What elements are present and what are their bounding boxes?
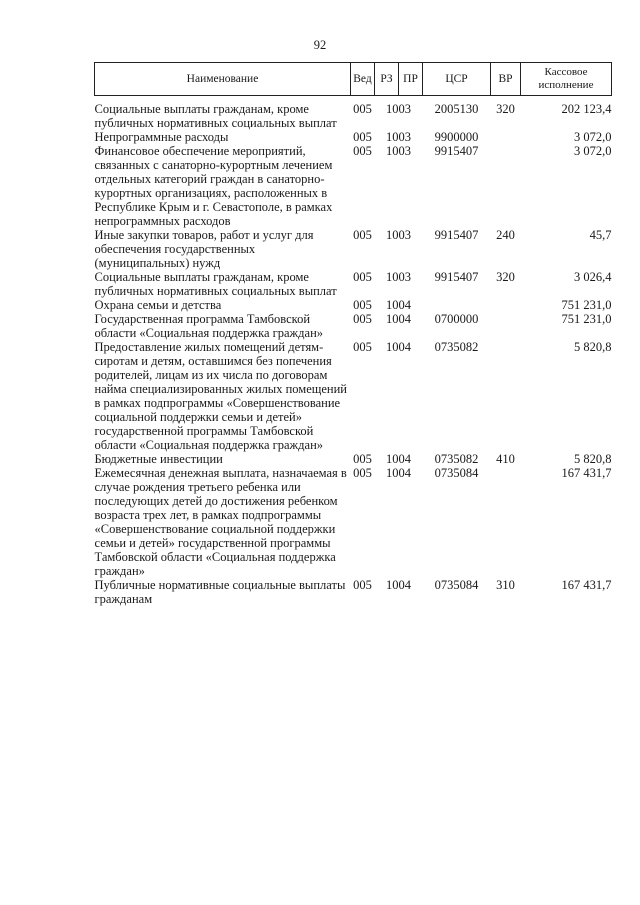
row-rz: 10 [386, 312, 399, 326]
row-vr: 310 [496, 578, 515, 592]
row-rz: 10 [386, 340, 399, 354]
row-name: Бюджетные инвестиции [94, 452, 223, 466]
row-csr: 2005130 [434, 102, 479, 116]
row-amount: 751 231,0 [561, 298, 612, 312]
row-rz: 10 [386, 270, 399, 284]
row-rz: 10 [386, 144, 399, 158]
row-amount: 3 072,0 [574, 130, 612, 144]
table-row [95, 298, 612, 312]
table-row [95, 102, 612, 130]
row-rz: 10 [386, 130, 399, 144]
header-rz: РЗ [375, 63, 399, 96]
row-ved: 005 [353, 312, 372, 326]
row-ved: 005 [353, 228, 372, 242]
row-csr: 9915407 [434, 270, 479, 284]
row-ved: 005 [353, 340, 372, 354]
row-csr: 9915407 [434, 144, 479, 158]
row-pr: 03 [398, 270, 411, 284]
row-vr: 240 [496, 228, 515, 242]
row-pr: 03 [398, 228, 411, 242]
table-row [95, 578, 612, 606]
row-pr: 04 [398, 340, 411, 354]
table-row [95, 228, 612, 270]
budget-table [94, 62, 612, 606]
table-row [95, 270, 612, 298]
page-number: 92 [313, 38, 327, 52]
row-csr: 0700000 [434, 312, 479, 326]
row-amount: 202 123,4 [561, 102, 612, 116]
row-pr: 03 [398, 130, 411, 144]
row-pr: 03 [398, 102, 411, 116]
row-amount: 3 072,0 [574, 144, 612, 158]
row-rz: 10 [386, 298, 399, 312]
row-ved: 005 [353, 578, 372, 592]
row-rz: 10 [386, 228, 399, 242]
row-amount: 3 026,4 [574, 270, 612, 284]
row-vr [491, 298, 521, 312]
row-amount: 5 820,8 [574, 452, 612, 466]
row-vr: 320 [496, 102, 515, 116]
row-pr: 04 [398, 452, 411, 466]
row-amount: 5 820,8 [574, 340, 612, 354]
row-csr: 0735082 [434, 452, 479, 466]
row-vr: 410 [496, 452, 515, 466]
row-pr: 03 [398, 144, 411, 158]
row-ved: 005 [353, 298, 372, 312]
row-amount: 167 431,7 [561, 578, 612, 592]
row-name: Социальные выплаты гражданам, кроме публичных нормативных социальных выплат [94, 270, 337, 298]
row-name: Публичные нормативные социальные выплаты гражданам [94, 578, 346, 606]
row-amount: 751 231,0 [561, 312, 612, 326]
row-csr: 0735084 [434, 578, 479, 592]
row-rz: 10 [386, 578, 399, 592]
row-name: Предоставление жилых помещений детям-сиротам и детям, оставшимся без попечения родителей, лицам из их числа по договорам найма специализированных жилых помещений в рамках подпрограммы «Совершенствование социальной поддержки семьи и детей» государственной программы Тамбовской области «Социальная поддержка граждан» [94, 340, 347, 452]
table-row [95, 312, 612, 340]
row-pr: 04 [398, 312, 411, 326]
row-name: Непрограммные расходы [94, 130, 229, 144]
row-rz: 10 [386, 452, 399, 466]
row-vr [491, 340, 521, 452]
row-ved: 005 [353, 102, 372, 116]
row-vr [491, 466, 521, 578]
row-name: Социальные выплаты гражданам, кроме публичных нормативных социальных выплат [94, 102, 337, 130]
header-kassa-line2: исполнение [538, 79, 594, 91]
row-vr [491, 144, 521, 228]
row-ved: 005 [353, 270, 372, 284]
table-row [95, 452, 612, 466]
row-vr [491, 312, 521, 340]
header-name: Наименование [95, 63, 351, 96]
row-name: Иные закупки товаров, работ и услуг для обеспечения государственных (муниципальных) нужд [94, 228, 314, 270]
row-csr [423, 298, 491, 312]
row-name: Государственная программа Тамбовской области «Социальная поддержка граждан» [94, 312, 324, 340]
header-csr: ЦСР [423, 63, 491, 96]
header-vr: ВР [491, 63, 521, 96]
row-rz: 10 [386, 466, 399, 480]
table-header-row [95, 63, 612, 96]
table-row [95, 144, 612, 228]
row-csr: 0735082 [434, 340, 479, 354]
header-ved: Вед [351, 63, 375, 96]
row-amount: 167 431,7 [561, 466, 612, 480]
row-name: Охрана семьи и детства [94, 298, 222, 312]
row-csr: 0735084 [434, 466, 479, 480]
row-amount: 45,7 [589, 228, 612, 242]
row-name: Ежемесячная денежная выплата, назначаемая в случае рождения третьего ребенка или последующих детей до достижения ребенком возраста трех лет, в рамках подпрограммы «Совершенствование социальной поддержки семьи и детей» государственной программы Тамбовской области «Социальная поддержка граждан» [94, 466, 347, 578]
row-ved: 005 [353, 452, 372, 466]
header-kassa-line1: Кассовое [544, 66, 588, 78]
row-rz: 10 [386, 102, 399, 116]
row-ved: 005 [353, 144, 372, 158]
header-kassa [521, 63, 612, 96]
row-pr: 04 [398, 578, 411, 592]
row-vr: 320 [496, 270, 515, 284]
table-row [95, 466, 612, 578]
row-csr: 9915407 [434, 228, 479, 242]
row-ved: 005 [353, 130, 372, 144]
header-pr: ПР [399, 63, 423, 96]
row-name: Финансовое обеспечение мероприятий, связанных с санаторно-курортным лечением отдельных категорий граждан в санаторно-курортных организациях, расположенных в Республике Крым и г. Севастополе, в рамках непрограммных расходов [94, 144, 333, 228]
row-ved: 005 [353, 466, 372, 480]
row-vr [491, 130, 521, 144]
table-row [95, 130, 612, 144]
table-row [95, 340, 612, 452]
row-pr: 04 [398, 466, 411, 480]
row-csr: 9900000 [434, 130, 479, 144]
row-pr: 04 [398, 298, 411, 312]
